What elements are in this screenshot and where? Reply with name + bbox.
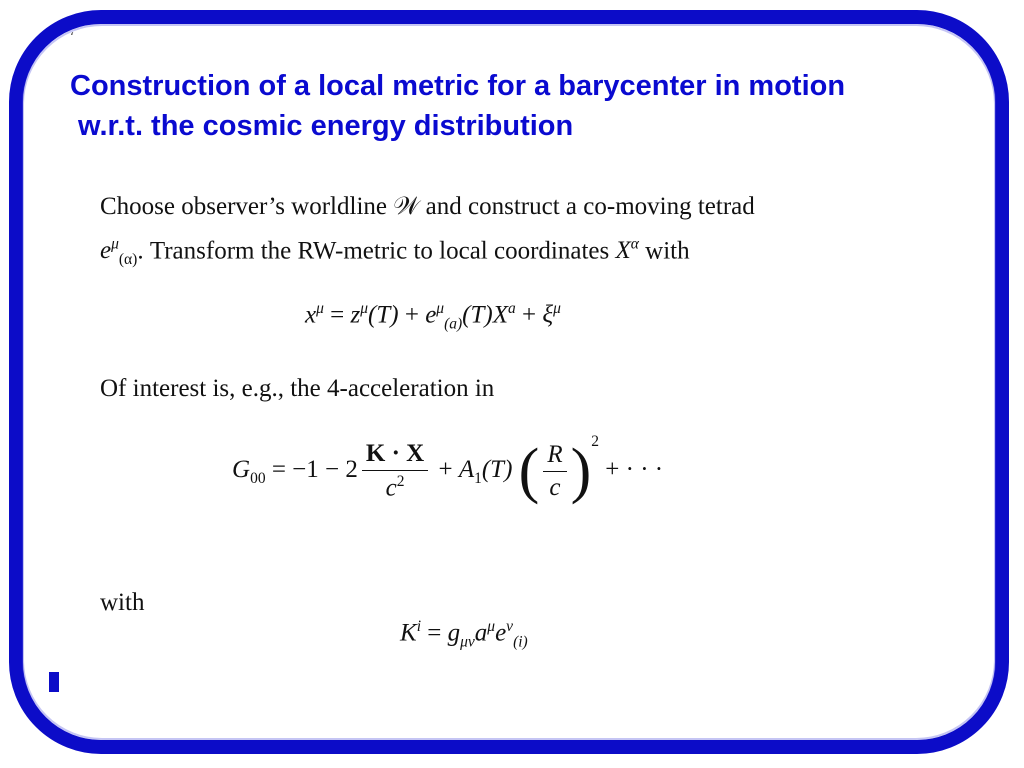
- paragraph-worldline-suffix: with: [645, 237, 690, 265]
- paragraph-worldline-text: . Transform the RW-metric to local coordinates: [137, 237, 610, 265]
- equation-coordinates: $x^\mu = z^\mu(T) + e^\mu_{(a)}(T)X^a + \xi^\mu$: [305, 300, 561, 333]
- fraction-kx-c2: $\frac{K \cdot X}{c^2}$: [362, 440, 428, 502]
- equation-metric-g00: $G_{00} = -1 - 2$ $\frac{K \cdot X}{c^2}$ + $A_1(T)$ ( $\frac{R}{c}$ )$^2$ + · · ·: [232, 432, 664, 506]
- paragraph-worldline-line1: Choose observer’s worldline 𝒲 and construct a co-moving tetrad: [100, 193, 755, 220]
- local-coordinate-symbol: $X^\alpha$: [615, 236, 639, 265]
- fraction-r-c: $\frac{R}{c}$: [543, 441, 566, 502]
- paragraph-worldline: [100, 190, 755, 277]
- slide-title-line2: w.r.t. the cosmic energy distribution: [78, 110, 574, 142]
- slide-title-line1: Construction of a local metric for a barycenter in motion: [70, 70, 846, 102]
- paragraph-with: with: [100, 589, 145, 616]
- paragraph-acceleration: Of interest is, e.g., the 4-acceleration in: [100, 375, 495, 402]
- tetrad-symbol: $e^\mu_{(\alpha)}$: [100, 236, 138, 269]
- equation-k-definition: $K^i = g_{\mu\nu}a^\mu e^\nu_{(i)}$: [400, 618, 528, 651]
- slide-title: [70, 66, 845, 146]
- frame-notch: [49, 672, 59, 692]
- paragraph-worldline-line2: [100, 228, 755, 277]
- corner-mark: ‘: [70, 30, 74, 44]
